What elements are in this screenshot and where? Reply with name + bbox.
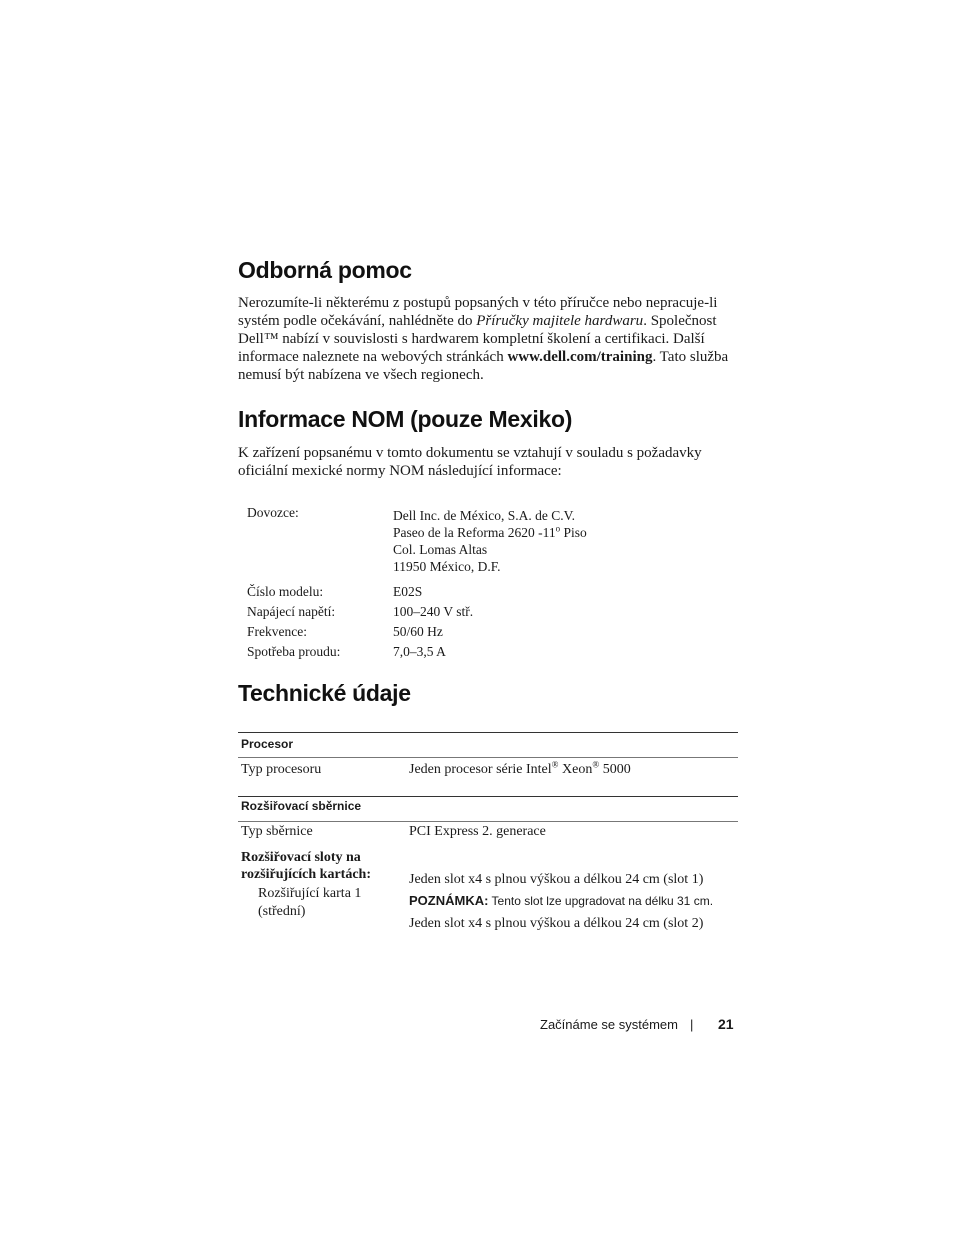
nom-label-importer: Dovozce: — [247, 505, 299, 520]
text-run: Jeden procesor série Intel — [409, 762, 552, 777]
nom-value-importer-1: Dell Inc. de México, S.A. de C.V. — [393, 508, 575, 523]
nom-value-importer-4: 11950 México, D.F. — [393, 559, 501, 574]
label-line: Rozšiřovací sloty na — [241, 850, 361, 865]
text-run: 5000 — [599, 762, 631, 777]
text-run: informace naleznete na webových stránkách — [238, 349, 508, 365]
label-line: Rozšiřující karta 1 — [258, 886, 362, 901]
nom-label-voltage: Napájecí napětí: — [247, 604, 336, 619]
note-text: Tento slot lze upgradovat na délku 31 cm. — [488, 894, 714, 908]
spec-section-bus: Rozšiřovací sběrnice — [241, 799, 362, 813]
spec-label-riser-1 — [258, 885, 361, 921]
nom-value-importer-2 — [393, 525, 587, 541]
paragraph-line — [238, 348, 748, 366]
footer-separator: | — [690, 1017, 694, 1032]
heading-odborna-pomoc: Odborná pomoc — [238, 257, 412, 283]
nom-value-voltage: 100–240 V stř. — [393, 604, 474, 619]
spec-label-bus-type: Typ sběrnice — [241, 824, 313, 839]
registered-mark: ® — [551, 759, 559, 770]
paragraph-odborna-pomoc — [238, 294, 748, 384]
spec-section-processor: Procesor — [241, 737, 294, 751]
spec-label-expansion-slots — [241, 849, 371, 883]
table-rule — [238, 757, 738, 758]
spec-label-processor-type: Typ procesoru — [241, 762, 322, 777]
note-label: POZNÁMKA: — [409, 893, 489, 908]
paragraph-line — [238, 312, 748, 330]
nom-value-importer-3: Col. Lomas Altas — [393, 542, 488, 557]
nom-value-model: E02S — [393, 584, 423, 599]
nom-label-frequency: Frekvence: — [247, 624, 307, 639]
nom-label-current: Spotřeba proudu: — [247, 644, 341, 659]
table-rule — [238, 732, 738, 733]
ordinal-superscript: o — [555, 523, 561, 534]
text-run: . Tato služba — [652, 349, 729, 365]
nom-value-current: 7,0–3,5 A — [393, 644, 446, 659]
spec-value-processor-type — [409, 759, 631, 778]
paragraph-line: Dell™ nabízí v souvislosti s hardwarem kompletní školení a certifikaci. Další — [238, 331, 705, 347]
manual-title: Příručky majitele hardwaru — [476, 313, 644, 329]
nom-label-model: Číslo modelu: — [247, 584, 324, 599]
text-run: systém podle očekávání, nahlédněte do — [238, 313, 477, 329]
note — [409, 892, 713, 910]
heading-nom: Informace NOM (pouze Mexiko) — [238, 406, 573, 432]
training-url: www.dell.com/training — [507, 349, 653, 365]
paragraph-nom — [238, 444, 748, 480]
paragraph-line: K zařízení popsanému v tomto dokumentu se vztahují v souladu s požadavky — [238, 445, 702, 461]
spec-value-slot-1: Jeden slot x4 s plnou výškou a délkou 24 cm (slot 1) — [409, 872, 704, 887]
label-line: rozšiřujících kartách: — [241, 867, 371, 882]
text-run: Paseo de la Reforma 2620 -11 — [393, 525, 556, 540]
table-rule — [238, 821, 738, 822]
heading-technical-specs: Technické údaje — [238, 680, 411, 706]
text-run: Piso — [560, 525, 587, 540]
registered-mark: ® — [592, 759, 600, 770]
spec-value-bus-type: PCI Express 2. generace — [409, 824, 546, 839]
footer-title: Začínáme se systémem — [540, 1017, 678, 1032]
table-rule — [238, 796, 738, 797]
label-line: (střední) — [258, 904, 306, 919]
paragraph-line: Nerozumíte-li některému z postupů popsaných v této příručce nebo nepracuje-li — [238, 295, 718, 311]
text-run: Xeon — [558, 762, 593, 777]
paragraph-line: nemusí být nabízena ve všech regionech. — [238, 367, 484, 383]
page-number: 21 — [718, 1016, 734, 1032]
spec-value-slot-2: Jeden slot x4 s plnou výškou a délkou 24 cm (slot 2) — [409, 916, 704, 931]
text-run: . Společnost — [643, 313, 717, 329]
paragraph-line: oficiální mexické normy NOM následující informace: — [238, 463, 562, 479]
nom-value-frequency: 50/60 Hz — [393, 624, 443, 639]
